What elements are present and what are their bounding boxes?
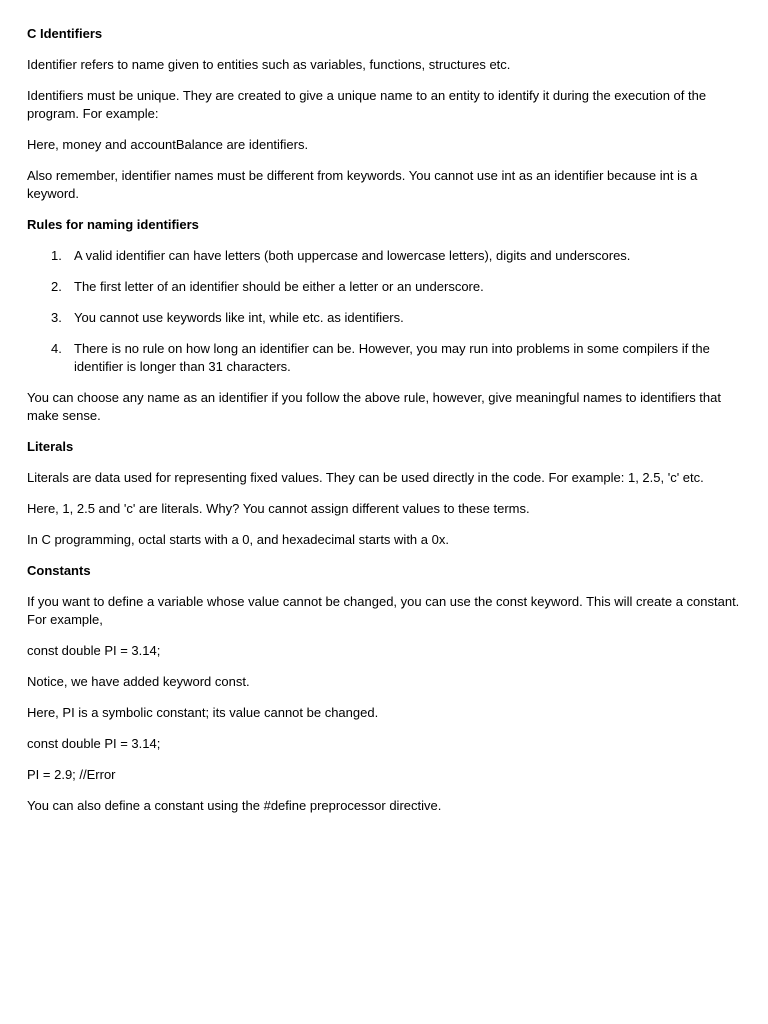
section-heading-rules: Rules for naming identifiers: [27, 217, 199, 232]
list-number: 2.: [51, 279, 62, 294]
document-page: [27, 24, 743, 815]
paragraph: Here, PI is a symbolic constant; its value cannot be changed.: [27, 705, 379, 720]
list-item-text: You cannot use keywords like int, while etc. as identifiers.: [74, 310, 404, 325]
list-number: 3.: [51, 310, 62, 325]
code-line: const double PI = 3.14;: [27, 736, 161, 751]
list-item: [27, 278, 743, 296]
section-heading-literals: Literals: [27, 439, 74, 454]
list-item-text: A valid identifier can have letters (both uppercase and lowercase letters), digits and underscores.: [74, 248, 631, 263]
paragraph: If you want to define a variable whose value cannot be changed, you can use the const keyword. This will create a constant. For example,: [27, 594, 740, 627]
page-title: C Identifiers: [27, 26, 103, 41]
list-item-text: There is no rule on how long an identifier can be. However, you may run into problems in some compilers if the identifier is longer than 31 characters.: [74, 341, 710, 374]
paragraph: In C programming, octal starts with a 0, and hexadecimal starts with a 0x.: [27, 532, 449, 547]
section-heading-constants: Constants: [27, 563, 91, 578]
paragraph: Here, 1, 2.5 and 'c' are literals. Why? You cannot assign different values to these terms.: [27, 501, 530, 516]
paragraph: Literals are data used for representing fixed values. They can be used directly in the code. For example: 1, 2.5, 'c' etc.: [27, 470, 704, 485]
paragraph: Identifiers must be unique. They are created to give a unique name to an entity to identify it during the execution of the program. For example:: [27, 88, 707, 121]
code-line: PI = 2.9; //Error: [27, 767, 116, 782]
list-item: [27, 247, 743, 265]
rules-list: [27, 247, 743, 376]
list-item: [27, 309, 743, 327]
code-line: const double PI = 3.14;: [27, 643, 161, 658]
paragraph: Also remember, identifier names must be different from keywords. You cannot use int as an identifier because int is a keyword.: [27, 168, 698, 201]
paragraph: You can choose any name as an identifier if you follow the above rule, however, give meaningful names to identifiers that make sense.: [27, 390, 721, 423]
paragraph: Identifier refers to name given to entities such as variables, functions, structures etc.: [27, 57, 511, 72]
list-item: [27, 340, 743, 376]
list-number: 1.: [51, 248, 62, 263]
paragraph: Here, money and accountBalance are identifiers.: [27, 137, 309, 152]
paragraph: You can also define a constant using the #define preprocessor directive.: [27, 798, 442, 813]
list-item-text: The first letter of an identifier should be either a letter or an underscore.: [74, 279, 484, 294]
list-number: 4.: [51, 341, 62, 356]
paragraph: Notice, we have added keyword const.: [27, 674, 250, 689]
